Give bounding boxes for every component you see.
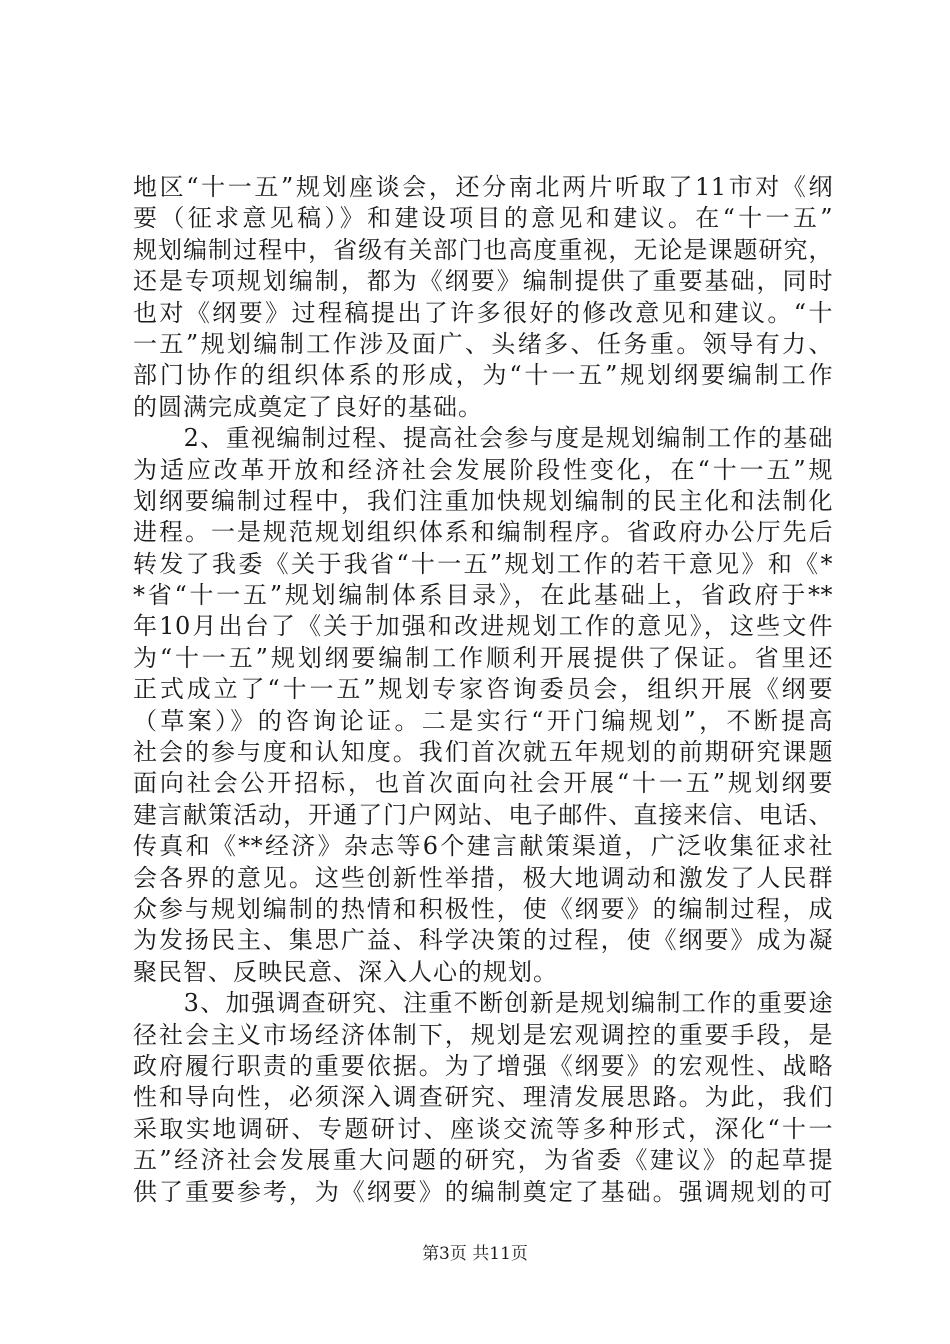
text-line: 规划编制过程中，省级有关部门也高度重视，无论是课题研究， [133, 235, 833, 264]
text-line: 为发扬民主、集思广益、科学决策的过程，使《纲要》成为凝 [133, 926, 833, 955]
text-line: 传真和《**经济》杂志等6个建言献策渠道，广泛收集征求社 [133, 832, 833, 861]
text-line: 为适应改革开放和经济社会发展阶段性变化，在“十一五”规 [133, 455, 833, 484]
text-line: （草案）》的咨询论证。二是实行“开门编规划”，不断提高 [133, 706, 833, 735]
text-line: 划纲要编制过程中，我们注重加快规划编制的民主化和法制化 [133, 486, 833, 515]
text-line: 建言献策活动，开通了门户网站、电子邮件、直接来信、电话、 [133, 800, 833, 829]
text-line: 径社会主义市场经济体制下，规划是宏观调控的重要手段，是 [133, 1020, 833, 1049]
text-line: 进程。一是规范规划组织体系和编制程序。省政府办公厅先后 [133, 518, 833, 547]
text-line: 社会的参与度和认知度。我们首次就五年规划的前期研究课题 [133, 738, 833, 767]
text-line: 为“十一五”规划纲要编制工作顺利开展提供了保证。省里还 [133, 643, 833, 672]
text-line: 众参与规划编制的热情和积极性，使《纲要》的编制过程，成 [133, 894, 833, 923]
page-footer: 第3页 共11页 [422, 1244, 528, 1264]
text-line: 正式成立了“十一五”规划专家咨询委员会，组织开展《纲要 [133, 675, 833, 704]
text-line: 部门协作的组织体系的形成，为“十一五”规划纲要编制工作 [133, 361, 833, 390]
text-line: 性和导向性，必须深入调查研究、理清发展思路。为此，我们 [133, 1083, 833, 1112]
text-line: 要（征求意见稿）》和建设项目的意见和建议。在“十一五” [133, 204, 833, 233]
text-line: 五”经济社会发展重大问题的研究，为省委《建议》的起草提 [133, 1146, 833, 1175]
text-line: 会各界的意见。这些创新性举措，极大地调动和激发了人民群 [133, 863, 833, 892]
text-line: 年10月出台了《关于加强和改进规划工作的意见》，这些文件 [133, 612, 833, 641]
text-line: 一五”规划编制工作涉及面广、头绪多、任务重。领导有力、 [133, 329, 833, 358]
text-line: 地区“十一五”规划座谈会，还分南北两片听取了11市对《纲 [133, 173, 833, 201]
text-line: 面向社会公开招标，也首次面向社会开展“十一五”规划纲要 [133, 769, 833, 798]
text-line: *省“十一五”规划编制体系目录》，在此基础上，省政府于** [133, 581, 833, 610]
paragraph-end-line: 的圆满完成奠定了良好的基础。 [133, 392, 483, 421]
text-line: 采取实地调研、专题研讨、座谈交流等多种形式，深化“十一 [133, 1114, 833, 1143]
text-line: 供了重要参考，为《纲要》的编制奠定了基础。强调规划的可 [133, 1177, 833, 1206]
text-line: 政府履行职责的重要依据。为了增强《纲要》的宏观性、战略 [133, 1051, 833, 1080]
section-heading-line: 2、重视编制过程、提高社会参与度是规划编制工作的基础 [133, 424, 833, 453]
section-heading-line: 3、加强调查研究、注重不断创新是规划编制工作的重要途 [133, 989, 833, 1018]
body-text [133, 172, 833, 1208]
text-line: 也对《纲要》过程稿提出了许多很好的修改意见和建议。“十 [133, 298, 833, 327]
text-line: 还是专项规划编制，都为《纲要》编制提供了重要基础，同时 [133, 267, 833, 296]
paragraph-end-line: 聚民智、反映民意、深入人心的规划。 [133, 957, 558, 986]
text-line: 转发了我委《关于我省“十一五”规划工作的若干意见》和《* [133, 549, 833, 578]
